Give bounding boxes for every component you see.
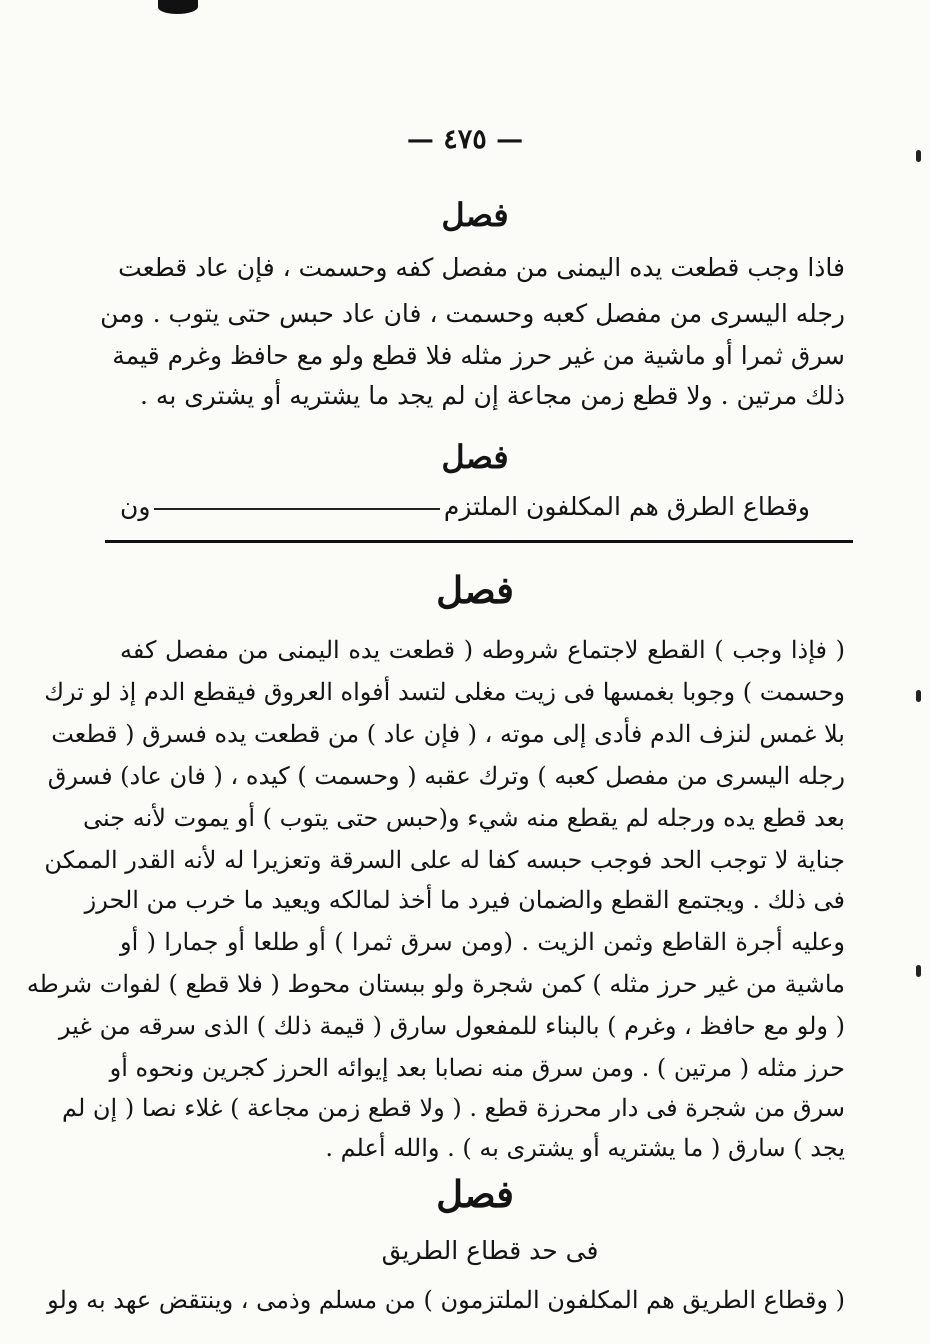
matn-heading-2: فصل xyxy=(441,438,509,476)
section-separator xyxy=(105,540,853,543)
sharh-subheading: فى حد قطاع الطريق xyxy=(381,1236,599,1265)
sharh-line: وحسمت ) وجوبا بغمسها فى زيت مغلى لتسد أفواه العروق فيقطع الدم إذ لو ترك xyxy=(44,678,845,706)
matn-line: رجله اليسرى من مفصل كعبه وحسمت ، فان عاد حبس حتى يتوب . ومن xyxy=(100,299,845,328)
sharh-line: بلا غمس لنزف الدم فأدى إلى موته ، ( فإن عاد ) من قطعت يده فسرق ( قطعت xyxy=(51,720,845,748)
sharh-line: يجد ) سارق ( ما يشتريه أو يشترى به ) . والله أعلم . xyxy=(325,1134,845,1162)
matn-heading-1: فصل xyxy=(441,196,509,234)
sharh-line: بعد قطع يده ورجله لم يقطع منه شيء و(حبس حتى يتوب ) أو يموت لأنه جنى xyxy=(83,804,845,832)
sharh-line: ( وقطاع الطريق هم المكلفون الملتزمون ) من مسلم وذمى ، وينتقض عهد به ولو xyxy=(47,1286,845,1314)
matn-line: ذلك مرتين . ولا قطع زمن مجاعة إن لم يجد ما يشتريه أو يشترى به . xyxy=(140,381,845,410)
matn-section-2-end: ون xyxy=(120,491,151,521)
sharh-line: ماشية من غير حرز مثله ) كمن شجرة ولو ببستان محوط ( فلا قطع ) لفوات شرطه xyxy=(26,970,845,998)
sharh-line: سرق من شجرة فى دار محرزة قطع . ( ولا قطع زمن مجاعة ) غلاء نصا ( إن لم xyxy=(62,1094,845,1122)
page-number: — ٤٧٥ — xyxy=(406,124,524,155)
sharh-line: فى ذلك . ويجتمع القطع والضمان فيرد ما أخذ لمالكه ويعيد ما خرب من الحرز xyxy=(84,886,845,914)
matn-section-2-line xyxy=(120,486,810,526)
margin-mark xyxy=(916,690,921,702)
sharh-line: رجله اليسرى من مفصل كعبه ) وترك عقبه ( وحسمت ) كيده ، ( فان عاد) فسرق xyxy=(47,762,845,790)
ink-blot xyxy=(158,0,198,14)
sharh-line: وعليه أجرة القاطع وثمن الزيت . (ومن سرق ثمرا ) أو طلعا أو جمارا ( أو xyxy=(120,928,845,956)
sharh-heading-2: فصل xyxy=(436,1172,514,1216)
matn-line: فاذا وجب قطعت يده اليمنى من مفصل كفه وحسمت ، فإن عاد قطعت xyxy=(118,253,845,282)
sharh-line: حرز مثله ( مرتين ) . ومن سرق منه نصابا بعد إيوائه الحرز كجرين ونحوه أو xyxy=(109,1054,845,1082)
sharh-line: جناية لا توجب الحد فوجب حبسه كفا له على السرقة وتعزيرا له لأنه القدر الممكن xyxy=(44,846,845,874)
margin-mark xyxy=(916,965,921,977)
matn-line: سرق ثمرا أو ماشية من غير حرز مثله فلا قطع ولو مع حافظ وغرم قيمة xyxy=(112,341,845,370)
sharh-heading-1: فصل xyxy=(436,568,514,612)
matn-section-2-start: وقطاع الطرق هم المكلفون الملتزم xyxy=(443,491,810,521)
dash-rule xyxy=(154,508,439,510)
sharh-line: ( ولو مع حافظ ، وغرم ) بالبناء للمفعول سارق ( قيمة ذلك ) الذى سرقه من غير xyxy=(58,1012,845,1040)
sharh-line: ( فإذا وجب ) القطع لاجتماع شروطه ( قطعت يده اليمنى من مفصل كفه xyxy=(120,636,845,664)
